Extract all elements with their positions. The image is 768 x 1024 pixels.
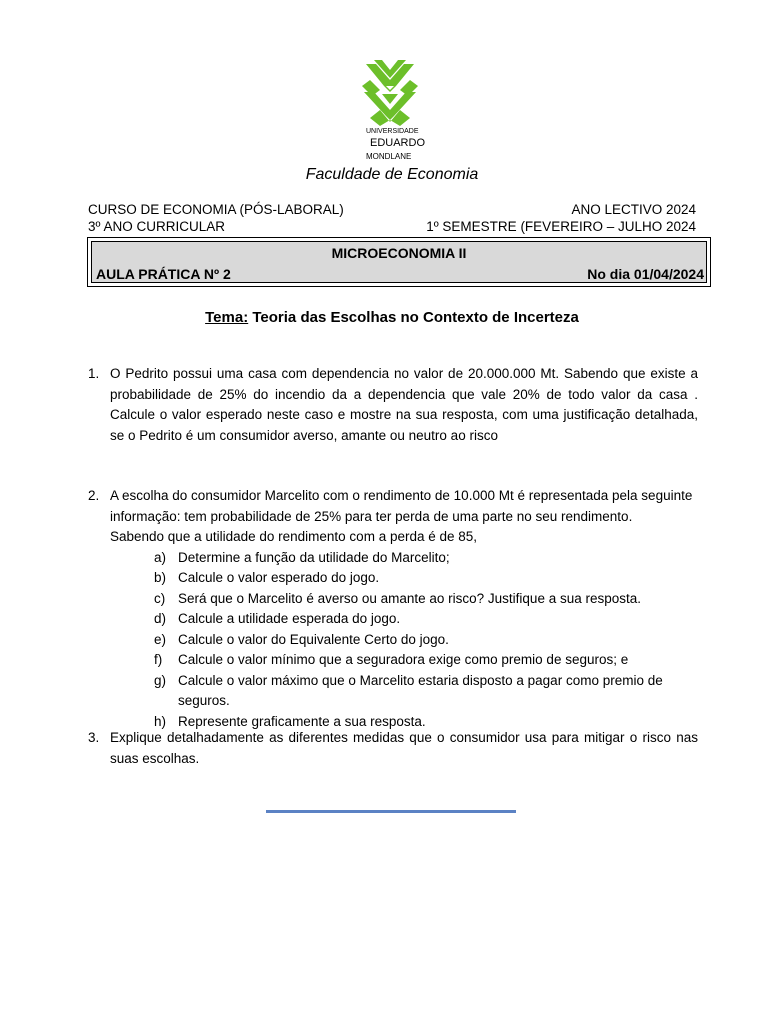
question-2 <box>88 486 698 732</box>
sub-question-label: g) <box>154 672 167 688</box>
faculty-name: Faculdade de Economia <box>305 166 479 183</box>
sub-question-text: Será que o Marcelito é averso ou amante ao risco? Justifique a sua resposta. <box>178 590 642 606</box>
sub-question-label: h) <box>154 713 167 729</box>
sub-question-text: Determine a função da utilidade do Marcelito; <box>178 549 450 565</box>
theme-heading <box>0 309 768 326</box>
sub-question-text: Calcule o valor máximo que o Marcelito estaria disposto a pagar como premio de seguros. <box>178 672 663 708</box>
university-line2: EDUARDO <box>370 137 426 149</box>
sub-question-label: e) <box>154 631 167 647</box>
sub-question-f <box>154 650 698 671</box>
sub-question-g <box>154 671 698 712</box>
question-text-line: informação: tem probabilidade de 25% para ter perda de uma parte no seu rendimento. <box>110 508 633 524</box>
sub-question-label: b) <box>154 570 167 585</box>
sub-question-label: d) <box>154 611 167 626</box>
sub-question-d <box>154 609 698 630</box>
question-text-line: A escolha do consumidor Marcelito com o rendimento de 10.000 Mt é representada pela seguinte <box>110 488 693 503</box>
university-line1: UNIVERSIDADE <box>366 128 419 135</box>
sub-question-text: Calcule o valor mínimo que a seguradora exige como premio de seguros; e <box>178 652 629 667</box>
sub-question-b <box>154 568 698 589</box>
question-text-line: Sabendo que a utilidade do rendimento com a perda é de 85, <box>110 529 478 544</box>
aula-title: AULA PRÁTICA Nº 2 <box>96 266 231 282</box>
theme-label: Tema: <box>205 309 249 326</box>
question-text: O Pedrito possui uma casa com dependencia no valor de 20.000.000 Mt. Sabendo que existe a probabilidade de 25% do incendio da a dependencia que vale 20% de todo valor da casa . Calcule o valor esperado neste caso e mostre na sua resposta, com uma justificação detalhada, se o Pedrito é um consumidor averso, amante ou neutro ao risco <box>110 366 698 443</box>
aula-date: No dia 01/04/2024 <box>587 266 704 282</box>
sub-question-text: Calcule o valor esperado do jogo. <box>178 570 380 585</box>
question-number: 2. <box>88 488 100 503</box>
footer-divider <box>266 810 516 813</box>
subject-title: MICROECONOMIA II <box>331 245 467 261</box>
semester: 1º SEMESTRE (FEVEREIRO – JULHO 2024 <box>426 219 696 234</box>
university-line3: MONDLANE <box>366 152 412 161</box>
course-year: 3º ANO CURRICULAR <box>88 219 225 234</box>
question-3 <box>88 728 698 769</box>
university-logo <box>360 60 420 128</box>
sub-question-list <box>154 548 698 733</box>
sub-question-label: a) <box>154 549 167 565</box>
sub-question-e <box>154 630 698 651</box>
theme-text: Teoria das Escolhas no Contexto de Incerteza <box>248 309 579 326</box>
sub-question-text: Represente graficamente a sua resposta. <box>178 713 426 729</box>
sub-question-a <box>154 548 698 569</box>
academic-year: ANO LECTIVO 2024 <box>571 202 696 217</box>
sub-question-text: Calcule a utilidade esperada do jogo. <box>178 611 401 626</box>
sub-question-label: f) <box>154 652 163 667</box>
sub-question-label: c) <box>154 590 166 606</box>
sub-question-text: Calcule o valor do Equivalente Certo do jogo. <box>178 631 449 647</box>
question-number: 1. <box>88 366 100 381</box>
title-box <box>87 237 711 287</box>
question-text: Explique detalhadamente as diferentes medidas que o consumidor usa para mitigar o risco nas suas escolhas. <box>110 730 698 766</box>
question-number: 3. <box>88 730 100 745</box>
question-1 <box>88 364 698 446</box>
course-name: CURSO DE ECONOMIA (PÓS-LABORAL) <box>88 202 344 217</box>
sub-question-c <box>154 589 698 610</box>
